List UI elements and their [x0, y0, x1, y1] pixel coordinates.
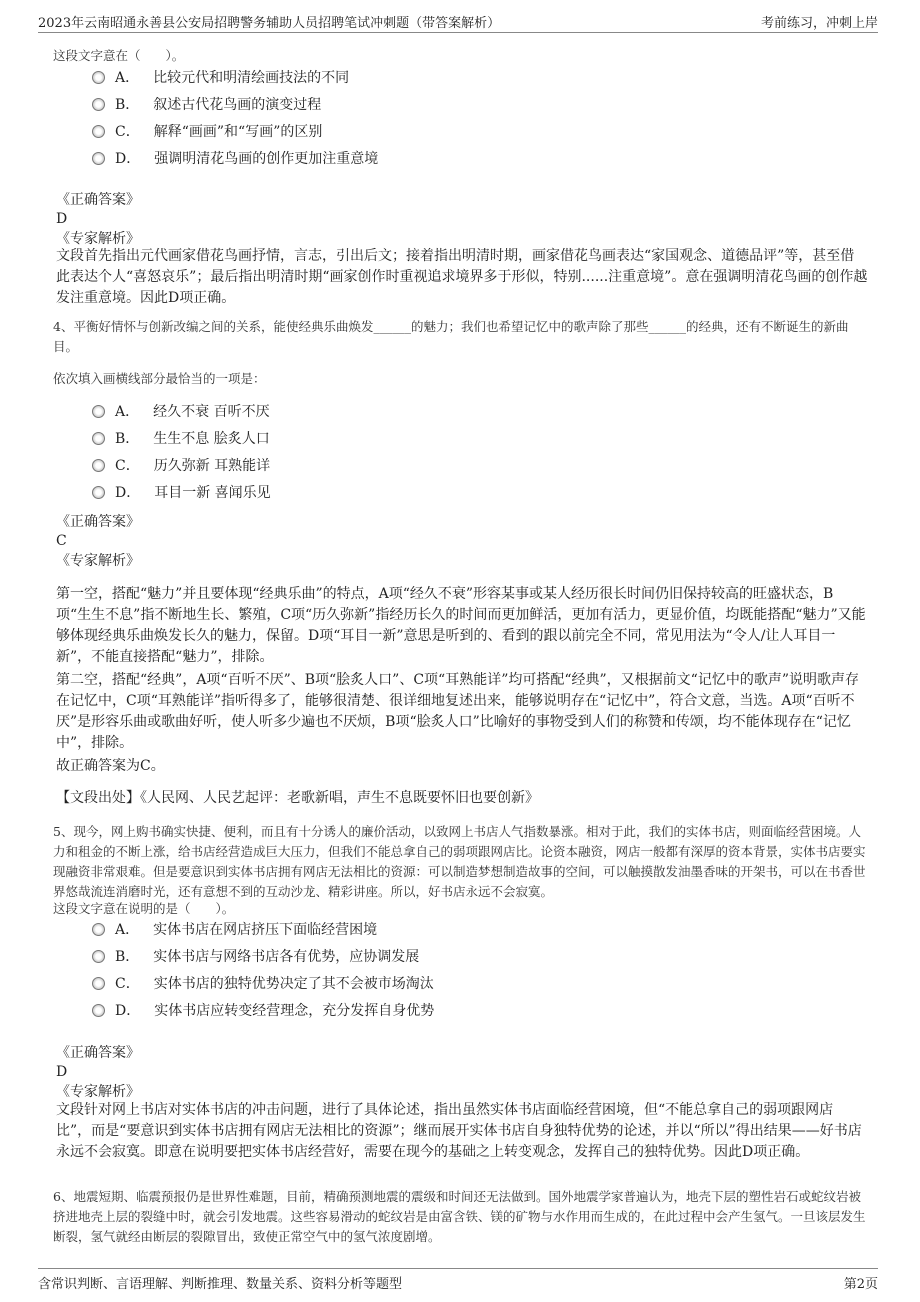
q4-option-b[interactable]: B． 生生不息 脍炙人口	[92, 428, 270, 450]
radio-icon[interactable]	[92, 152, 105, 165]
q3-option-a[interactable]: A． 比较元代和明清绘画技法的不同	[92, 67, 349, 89]
footer-topics: 含常识判断、言语理解、判断推理、数量关系、资料分析等题型	[38, 1277, 403, 1292]
q3-answer: D	[56, 211, 68, 227]
q4-analysis-para2: 第二空，搭配“经典”，A项“百听不厌”、B项“脍炙人口”、C项“耳熟能详”均可搭配“经典”，又根据前文“记忆中的歌声”说明歌声存在记忆中，C项“耳熟能详”指听得多了，能够很清楚、很详细地复述出来，能够说明存在“记忆中”，符合文意，当选。A项“百听不厌”是形容乐曲或歌曲好听，使人听多少遍也不厌烦，B项“脍炙人口”比喻好的事物受到人们的称赞和传颂，均不能体现存在“记忆中”，排除。	[56, 672, 859, 751]
q3-stem: 这段文字意在（ ）。	[53, 48, 185, 63]
radio-icon[interactable]	[92, 977, 105, 990]
radio-icon[interactable]	[92, 125, 105, 138]
q5-option-d[interactable]: D． 实体书店应转变经营理念，充分发挥自身优势	[92, 1000, 434, 1022]
radio-icon[interactable]	[92, 432, 105, 445]
page-header	[38, 10, 878, 33]
q3-option-c[interactable]: C． 解释“画画”和“写画”的区别	[92, 121, 322, 143]
q4-option-a[interactable]: A． 经久不衰 百听不厌	[92, 401, 270, 423]
q5-analysis: 文段针对网上书店对实体书店的冲击问题，进行了具体论述，指出虽然实体书店面临经营困境，但“不能总拿自己的弱项跟网店比”，而是“要意识到实体书店拥有网店无法相比的资源”；继而展开实体书店自身独特优势的论述，并以“所以”得出结果——好书店永远不会寂寞。即意在说明要把实体书店经营好，需要在现今的基础之上转变观念，发挥自己的独特优势。因此D项正确。	[56, 1102, 862, 1160]
radio-icon[interactable]	[92, 459, 105, 472]
q4-analysis-label: 《专家解析》	[56, 553, 140, 569]
radio-icon[interactable]	[92, 1004, 105, 1017]
q4-conclusion: 故正确答案为C。	[56, 758, 165, 774]
q4-source: 【文段出处】《人民网、人民艺起评：老歌新唱，声生不息既要怀旧也要创新》	[56, 790, 539, 806]
radio-icon[interactable]	[92, 486, 105, 499]
q3-answer-label: 《正确答案》	[56, 192, 140, 208]
q4-option-c[interactable]: C． 历久弥新 耳熟能详	[92, 455, 270, 477]
q5-analysis-label: 《专家解析》	[56, 1084, 140, 1100]
q3-analysis-label: 《专家解析》	[56, 231, 140, 247]
q4-prompt: 依次填入画横线部分最恰当的一项是：	[53, 371, 266, 386]
q4-stem: 4、平衡好情怀与创新改编之间的关系，能使经典乐曲焕发______的魅力；我们也希望记忆中的歌声除了那些______的经典，还有不断诞生的新曲目。	[53, 319, 849, 354]
radio-icon[interactable]	[92, 405, 105, 418]
q3-option-b[interactable]: B． 叙述古代花鸟画的演变过程	[92, 94, 321, 116]
q4-analysis-para1: 第一空，搭配“魅力”并且要体现“经典乐曲”的特点，A项“经久不衰”形容某事或某人经历很长时间仍旧保持较高的旺盛状态，B项“生生不息”指不断地生长、繁殖，C项“历久弥新”指经历长久的时间而更加鲜活，更加有活力，更显价值，均既能搭配“魅力”又能够体现经典乐曲焕发长久的魅力，保留。D项“耳目一新”意思是听到的、看到的跟以前完全不同，常见用法为“令人/让人耳目一新”，不能直接搭配“魅力”，排除。	[56, 586, 866, 665]
q3-analysis: 文段首先指出元代画家借花鸟画抒情，言志，引出后文；接着指出明清时期，画家借花鸟画表达“家国观念、道德品评”等，甚至借此表达个人“喜怒哀乐”；最后指出明清时期“画家创作时重视追求境界多于形似，特别......注重意境”。意在强调明清花鸟画的创作越发注重意境。因此D项正确。	[56, 248, 868, 306]
radio-icon[interactable]	[92, 98, 105, 111]
q5-stem: 5、现今，网上购书确实快捷、便利，而且有十分诱人的廉价活动，以致网上书店人气指数暴涨。相对于此，我们的实体书店，则面临经营困境。人力和租金的不断上涨，给书店经营造成巨大压力，但我们不能总拿自己的弱项跟网店比。论资本融资，网店一般都有深厚的资本背景，实体书店要实现融资非常艰难。但是要意识到实体书店拥有网店无法相比的资源：可以制造梦想制造故事的空间，可以触摸散发油墨香味的开架书，可以在书香世界悠哉流连消磨时光，还有意想不到的互动沙龙、精彩讲座。所以，好书店永远不会寂寞。	[53, 824, 866, 899]
page-footer	[38, 1268, 878, 1293]
q5-option-a[interactable]: A． 实体书店在网店挤压下面临经营困境	[92, 919, 377, 941]
radio-icon[interactable]	[92, 71, 105, 84]
q5-option-b[interactable]: B． 实体书店与网络书店各有优势，应协调发展	[92, 946, 419, 968]
q4-answer: C	[56, 533, 67, 549]
q5-answer: D	[56, 1064, 68, 1080]
q6-stem: 6、地震短期、临震预报仍是世界性难题，目前，精确预测地震的震级和时间还无法做到。国外地震学家普遍认为，地壳下层的塑性岩石或蛇纹岩被挤进地壳上层的裂缝中时，就会引发地震。这些容易滑动的蛇纹岩是由富含铁、镁的矿物与水作用而生成的，在此过程中会产生氢气。一旦该层发生断裂，氢气就经由断层的裂隙冒出，致使正常空气中的氢气浓度剧增。	[53, 1189, 866, 1244]
q4-answer-label: 《正确答案》	[56, 514, 140, 530]
radio-icon[interactable]	[92, 950, 105, 963]
q3-option-d[interactable]: D． 强调明清花鸟画的创作更加注重意境	[92, 148, 378, 170]
radio-icon[interactable]	[92, 923, 105, 936]
header-slogan: 考前练习，冲刺上岸	[760, 16, 878, 31]
q4-option-d[interactable]: D． 耳目一新 喜闻乐见	[92, 482, 271, 504]
page-number: 第2页	[843, 1277, 878, 1292]
q5-answer-label: 《正确答案》	[56, 1045, 140, 1061]
q5-prompt: 这段文字意在说明的是（ ）。	[53, 901, 235, 916]
q5-option-c[interactable]: C． 实体书店的独特优势决定了其不会被市场淘汰	[92, 973, 434, 995]
header-title: 2023年云南昭通永善县公安局招聘警务辅助人员招聘笔试冲刺题（带答案解析）	[38, 16, 501, 31]
